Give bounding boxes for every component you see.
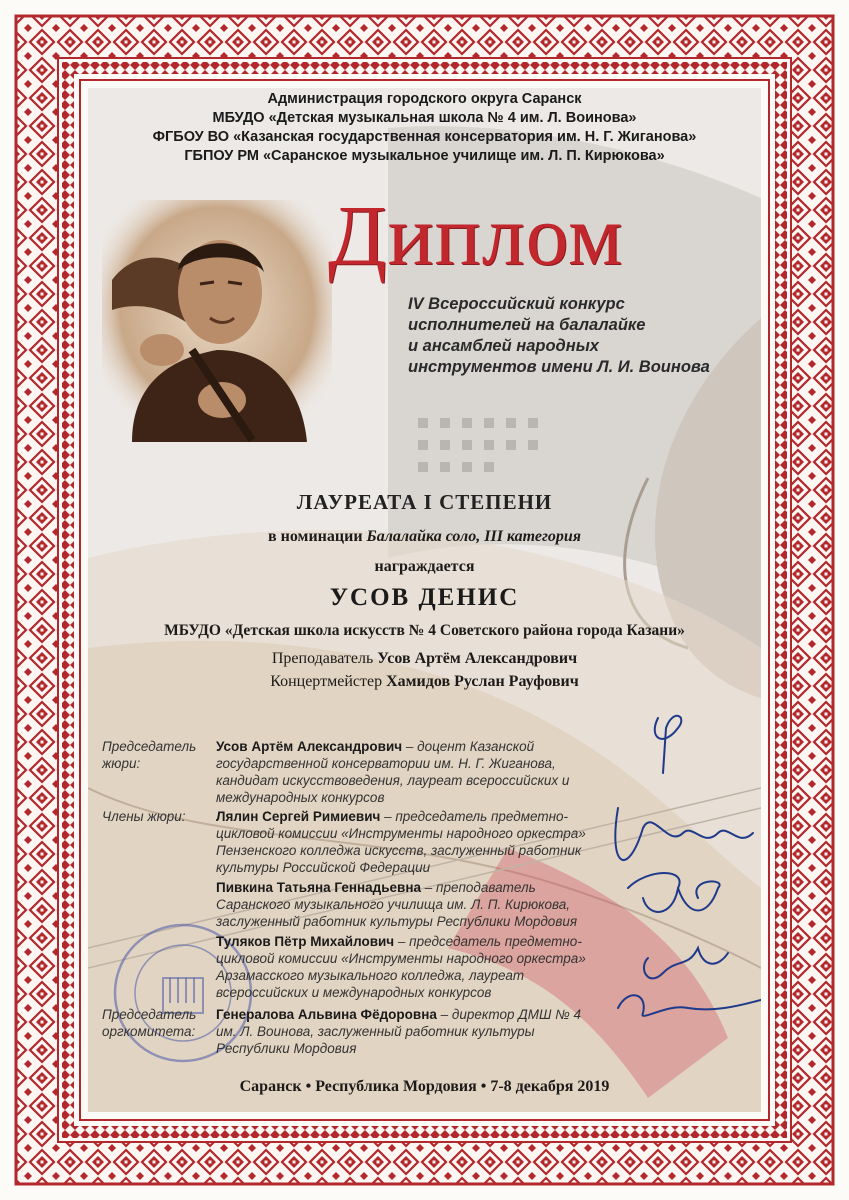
org-committee-label-line-1: Председатель	[102, 1007, 197, 1022]
teacher-line	[88, 650, 761, 668]
jury-member-1-desc-3: Пензенского колледжа искусств, заслуженный работник	[216, 843, 582, 858]
jury-member-1-entry	[216, 808, 626, 876]
accompanist-line	[88, 673, 761, 691]
jury-chair-label-line-1: Председатель	[102, 739, 197, 754]
jury-member-2-name: Пивкина Татьяна Геннадьевна	[216, 880, 422, 895]
jury-chair-name: Усов Артём Александрович	[216, 739, 403, 754]
jury-chair-label	[102, 738, 196, 772]
jury-member-1-desc-4: культуры Российской Федерации	[216, 860, 431, 875]
jury-chair-label-line-2: жюри:	[102, 756, 141, 771]
place-and-date: Саранск • Республика Мордовия • 7-8 декабря 2019	[239, 1078, 610, 1095]
jury-member-3-entry	[216, 933, 626, 1001]
org-committee-chair-label	[102, 1006, 196, 1040]
issuing-organizations	[88, 90, 761, 166]
jury-members-label: Члены жюри:	[102, 809, 186, 824]
org-committee-chair-name: Генералова Альвина Фёдоровна	[216, 1007, 437, 1022]
nomination-line	[88, 528, 761, 546]
jury-member-3-desc-3: Арзамасского музыкального колледжа, лауреат	[216, 968, 525, 983]
jury-chair-desc-2: государственной консерватории им. Н. Г. Жиганова,	[216, 756, 556, 771]
contest-name	[408, 294, 748, 378]
jury-member-3-desc-4: всероссийских и международных конкурсов	[216, 985, 492, 1000]
jury-member-2-desc-2: Саранского музыкального училища им. Л. П. Кирюкова,	[216, 897, 571, 912]
jury-member-3-desc-2: цикловой комиссии «Инструменты народного оркестра»	[216, 951, 586, 966]
org-line-1: Администрация городского округа Саранск	[267, 91, 582, 107]
contest-line-2: исполнителей на балалайке	[408, 316, 646, 334]
org-committee-chair-desc-1: – директор ДМШ № 4	[436, 1007, 582, 1022]
org-committee-chair-desc-2: им. Л. Воинова, заслуженный работник культуры	[216, 1024, 535, 1039]
teacher-name: Усов Артём Александрович	[377, 650, 578, 667]
award-degree: ЛАУРЕАТА I СТЕПЕНИ	[296, 490, 553, 514]
teacher-label: Преподаватель	[271, 650, 378, 667]
accompanist-label: Концертмейстер	[270, 673, 387, 690]
recipient-name: УСОВ ДЕНИС	[329, 584, 520, 611]
nomination-prefix: в номинации	[267, 528, 367, 545]
diploma-text-layer	[88, 88, 761, 1112]
diploma-content-area	[88, 88, 761, 1112]
jury-chair-entry	[216, 738, 626, 806]
jury-chair-desc-4: международных конкурсов	[216, 790, 385, 805]
jury-member-1-desc-1: – председатель предметно-	[380, 809, 569, 824]
accompanist-name: Хамидов Руслан Рауфович	[386, 673, 579, 690]
org-line-2: МБУДО «Детская музыкальная школа № 4 им. Л. Воинова»	[212, 110, 637, 126]
nomination-value: Балалайка соло, III категория	[366, 528, 582, 545]
org-line-4: ГБПОУ РМ «Саранское музыкальное училище им. Л. П. Кирюкова»	[184, 148, 665, 164]
jury-chair-desc-3: кандидат искусствоведения, лауреат всероссийских и	[216, 773, 570, 788]
contest-line-1: IV Всероссийский конкурс	[408, 295, 625, 313]
jury-member-1-desc-2: цикловой комиссии «Инструменты народного оркестра»	[216, 826, 586, 841]
org-line-3: ФГБОУ ВО «Казанская государственная консерватория им. Н. Г. Жиганова»	[152, 129, 697, 145]
jury-member-2-desc-1: – преподаватель	[421, 880, 536, 895]
jury-member-3-name: Туляков Пётр Михайлович	[216, 934, 395, 949]
contest-line-4: инструментов имени Л. И. Воинова	[408, 358, 710, 376]
diploma-title: Диплом	[328, 187, 624, 283]
org-committee-chair-desc-3: Республики Мордовия	[216, 1041, 357, 1056]
awarded-word: награждается	[374, 558, 475, 575]
jury-member-2-desc-3: заслуженный работник культуры Республики Мордовия	[216, 914, 578, 929]
jury-chair-desc-1: – доцент Казанской	[402, 739, 535, 754]
jury-member-1-name: Лялин Сергей Римиевич	[216, 809, 381, 824]
org-committee-chair-entry	[216, 1006, 626, 1057]
org-committee-label-line-2: оргкомитета:	[102, 1024, 196, 1039]
jury-member-3-desc-1: – председатель предметно-	[394, 934, 582, 949]
contest-line-3: и ансамблей народных	[408, 337, 599, 355]
recipient-school: МБУДО «Детская школа искусств № 4 Советского района города Казани»	[164, 622, 685, 639]
jury-member-2-entry	[216, 879, 626, 930]
